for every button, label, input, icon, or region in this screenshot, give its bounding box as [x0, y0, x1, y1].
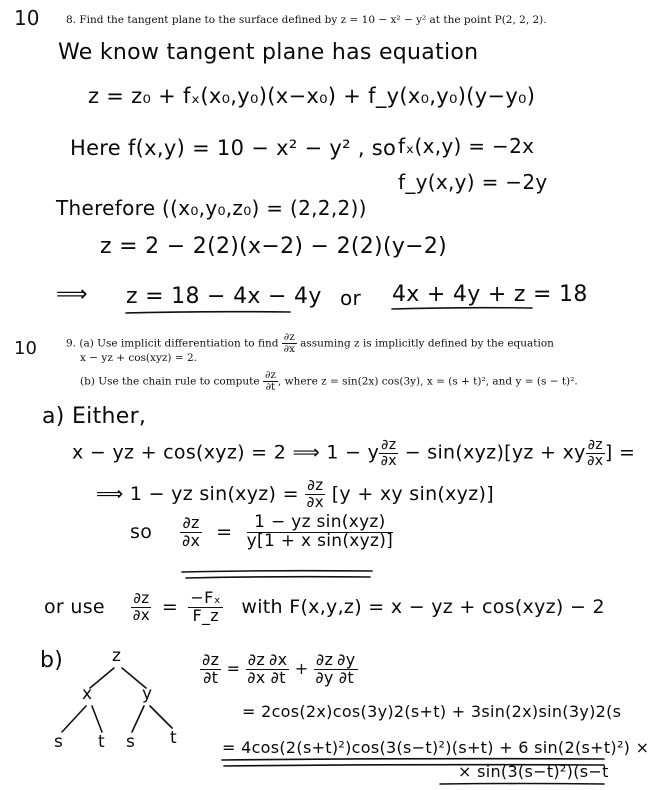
part-a-line-4: or use $\frac{\partial z}{\partial x}$ = $\frac{\text{−Fₓ}}{F\_z}$ with F(x,y,z) = x − yz + cos(xyz) − 2	[44, 588, 605, 625]
part-a-line-3: so $\frac{\partial z}{\partial x}$ = $\frac{\text{1 − yz sin(xyz)}}{\text{y[1 + x sin(xyz)]}}$	[130, 512, 394, 551]
tree-edge-z-y	[122, 668, 146, 688]
problem-9a-equation: x − yz + cos(xyz) = 2.	[80, 352, 197, 364]
p8-line-1: We know tangent plane has equation	[58, 40, 479, 65]
dz-dt: $\frac{\partial z}{\partial t}$	[202, 650, 220, 687]
problem-9a-statement: 9. (a) Use implicit differentiation to find $\frac{\partial z}{\partial x}$ assuming z is implicitly defined by the equation	[66, 331, 554, 356]
p8-arrow: ⟹	[56, 282, 88, 307]
part-a-line-1: x − yz + cos(xyz) = 2 ⟹ 1 − y $\frac{\partial z}{\partial x}$ − sin(xyz)[yz + xy $\frac{\partial z}{\partial x}$ ] =	[72, 437, 636, 469]
part-a-alt-lhs: $\frac{\partial z}{\partial x}$	[132, 589, 150, 624]
tree-node-t-right: t	[170, 728, 177, 748]
dz-dy: $\frac{\partial z}{\partial y}$	[315, 650, 334, 687]
dx-dt: $\frac{\partial x}{\partial t}$	[269, 650, 288, 687]
p8-line-2: z = z₀ + fₓ(x₀,y₀)(x−x₀) + f_y(x₀,y₀)(y−y₀)	[88, 84, 536, 108]
part-a-line-1-fraction-2: $\frac{\partial z}{\partial x}$	[587, 437, 604, 469]
dz-dx: $\frac{\partial z}{\partial x}$	[247, 650, 266, 687]
tree-edge-y-s	[132, 706, 144, 732]
p8-line-3b: fₓ(x,y) = −2x	[398, 134, 535, 158]
problem-9b-statement: (b) Use the chain rule to compute $\frac{\partial z}{\partial t}$ , where z = sin(2x) cos(3y), x = (s + t)², and y = (s − t)².	[80, 369, 578, 394]
part-a-label: a) Either,	[42, 404, 147, 429]
part-a-result-underline-2	[186, 577, 370, 578]
part-b-line-3: = 4cos(2(s+t)²)cos(3(s−t)²)(s+t) + 6 sin(2(s+t)²) ×	[222, 738, 649, 757]
p8-answer-2: 4x + 4y + z = 18	[392, 282, 588, 307]
p8-line-5: Therefore ((x₀,y₀,z₀) = (2,2,2))	[56, 196, 367, 220]
problem-8-statement: 8. Find the tangent plane to the surface defined by z = 10 − x² − y² at the point P(2, 2, 2).	[66, 14, 547, 26]
dz-dx-fraction: $\frac{\partial z}{\partial x}$	[283, 331, 295, 356]
score-problem-8: 10	[14, 6, 40, 30]
part-b-underline-2	[224, 765, 604, 766]
p8-answer-2-underline	[392, 308, 532, 309]
p8-answer-1: z = 18 − 4x − 4y	[126, 284, 322, 309]
part-a-alt-rhs: $\frac{\text{−Fₓ}}{F\_z}$	[190, 588, 222, 625]
tree-edge-z-x	[90, 668, 114, 688]
part-b-underline-3	[440, 784, 604, 785]
dy-dt: $\frac{\partial y}{\partial t}$	[337, 650, 356, 687]
part-a-line-2-fraction: $\frac{\partial z}{\partial x}$	[306, 476, 324, 511]
part-a-result-rhs: $\frac{\text{1 − yz sin(xyz)}}{\text{y[1 + x sin(xyz)]}}$	[246, 512, 394, 551]
dz-dt-fraction: $\frac{\partial z}{\partial t}$	[264, 369, 276, 394]
p8-line-3a: Here f(x,y) = 10 − x² − y² , so	[70, 136, 397, 160]
part-a-result-lhs: $\frac{\partial z}{\partial x}$	[181, 513, 201, 550]
part-b-line-4: × sin(3(s−t)²)(s−t	[458, 762, 609, 781]
score-problem-9: 10	[14, 338, 37, 359]
tree-node-x: x	[82, 684, 93, 704]
tree-node-y: y	[142, 684, 153, 704]
part-a-result-underline-1	[182, 571, 372, 572]
part-b-line-1: $\frac{\partial z}{\partial t}$ = $\frac{\partial z}{\partial x}$ $\frac{\partial x}{\partial t}$ + $\frac{\partial z}{\partial y}$ $\frac{\partial y}{\partial t}$	[202, 650, 356, 687]
p8-line-4: f_y(x,y) = −2y	[398, 170, 548, 194]
part-a-line-1-fraction: $\frac{\partial z}{\partial x}$	[380, 437, 397, 469]
tree-node-s-right: s	[126, 732, 136, 752]
part-b-underline-1	[222, 759, 604, 760]
p8-or: or	[340, 286, 362, 310]
p8-answer-1-underline	[126, 312, 290, 313]
tree-edge-x-s	[62, 706, 86, 732]
tree-node-t-left: t	[98, 732, 105, 752]
tree-edge-y-t	[150, 706, 172, 728]
part-a-line-2: ⟹ 1 − yz sin(xyz) = $\frac{\partial z}{\partial x}$ [y + xy sin(xyz)]	[96, 476, 494, 511]
p8-line-6: z = 2 − 2(2)(x−2) − 2(2)(y−2)	[100, 234, 448, 259]
part-b-line-2: = 2cos(2x)cos(3y)2(s+t) + 3sin(2x)sin(3y)2(s	[242, 702, 622, 721]
tree-node-s-left: s	[54, 732, 64, 752]
part-b-label: b)	[40, 648, 64, 673]
tree-edge-x-t	[92, 706, 102, 732]
tree-node-z: z	[112, 646, 122, 666]
